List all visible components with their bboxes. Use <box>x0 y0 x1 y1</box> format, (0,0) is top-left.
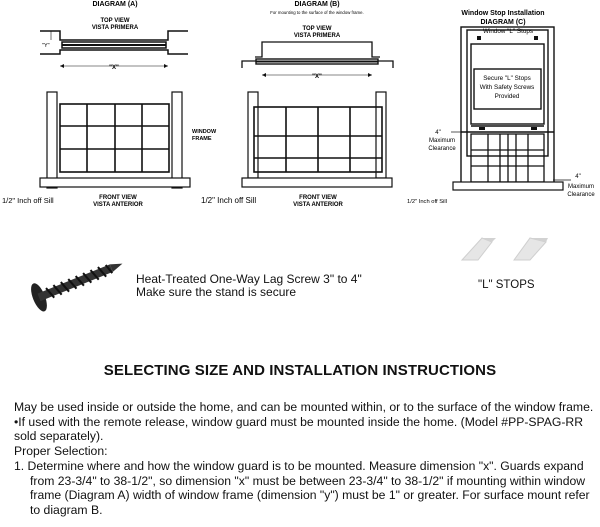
diagram-b <box>200 0 415 215</box>
diagram-c-title-1: Window Stop Installation <box>461 10 545 17</box>
instructions-paragraph-1: May be used inside or outside the home, and can be mounted within, or to the surface of the window frame. <box>14 400 594 414</box>
sill-note-c: 1/2" Inch off Sill <box>407 199 447 205</box>
sill-note-a: 1/2" Inch off Sill <box>2 196 54 205</box>
instructions-step-1: 1. Determine where and how the window guard is to be mounted. Measure dimension "x". Guards expand from 23-3/4" to 38-1/2", so dimension "x" must be between 23-3/4" to 38-1/2" if mounting within window frame (Diagram A) width of window frame (dimension "y") must be 1" or greater. For surface mount refer to diagram B. <box>14 458 590 517</box>
diagram-b-front-view <box>201 92 392 208</box>
clearance-bottom-3: Clearance <box>567 192 595 198</box>
screw-line-2: Make sure the stand is secure <box>136 285 297 299</box>
top-view-label: TOP VIEW <box>100 18 130 24</box>
front-view-label: FRONT VIEW <box>99 195 137 201</box>
sill-note-b: 1/2" Inch off Sill <box>201 196 257 205</box>
front-view-label-b: FRONT VIEW <box>299 195 337 201</box>
diagram-a <box>0 0 217 215</box>
instructions-paragraph-2: •If used with the remote release, window guard must be mounted inside the home. (Model #PP-SPAG-RR sold separately). <box>14 414 584 444</box>
clearance-top-2: Maximum <box>428 138 456 144</box>
y-dimension-label: "Y" <box>42 43 50 49</box>
diagram-a-front-view <box>2 92 217 208</box>
x-dimension-label: "X" <box>109 65 119 71</box>
diagram-a-title: DIAGRAM (A) <box>92 1 138 8</box>
l-stops-icon <box>456 232 556 264</box>
screw-description <box>136 273 362 299</box>
screw-line-1: Heat-Treated One-Way Lag Screw 3" to 4" <box>136 272 362 286</box>
top-view-label: TOP VIEW <box>302 26 332 32</box>
instructions-paragraph-3: Proper Selection: <box>14 444 108 459</box>
diagram-b-top-view <box>242 26 393 80</box>
vista-primera-label: VISTA PRIMERA <box>91 25 139 31</box>
vista-primera-label: VISTA PRIMERA <box>293 33 341 39</box>
vista-anterior-label: VISTA ANTERIOR <box>93 202 143 208</box>
vista-anterior-label-b: VISTA ANTERIOR <box>293 202 343 208</box>
lag-screw-icon <box>22 250 132 315</box>
secure-stops-1: Secure "L" Stops <box>483 75 531 82</box>
window-stops-label: Window "L" Stops <box>483 28 533 35</box>
diagram-c <box>405 0 600 215</box>
clearance-top-3: Clearance <box>428 146 456 152</box>
secure-stops-3: Provided <box>494 93 520 100</box>
instructions-body <box>14 400 594 518</box>
diagram-a-top-view <box>40 18 188 71</box>
instructions-heading: SELECTING SIZE AND INSTALLATION INSTRUCTIONS <box>103 362 497 379</box>
window-frame-label-1: WINDOW <box>192 129 217 135</box>
window-frame-label-2: FRAME <box>192 136 212 142</box>
diagram-c-title-2: DIAGRAM (C) <box>480 19 526 26</box>
clearance-bottom-2: Maximum <box>567 184 595 190</box>
clearance-top-1: 4" <box>435 130 441 136</box>
secure-stops-2: With Safety Screws <box>479 84 535 91</box>
l-stops-label: "L" STOPS <box>478 279 535 291</box>
x-dimension-label-b: "X" <box>312 74 322 80</box>
clearance-bottom-1: 4" <box>575 174 581 180</box>
diagram-b-title: DIAGRAM (B) <box>294 1 340 8</box>
diagram-b-subtitle: For mounting to the surface of the window frame. <box>270 10 364 15</box>
